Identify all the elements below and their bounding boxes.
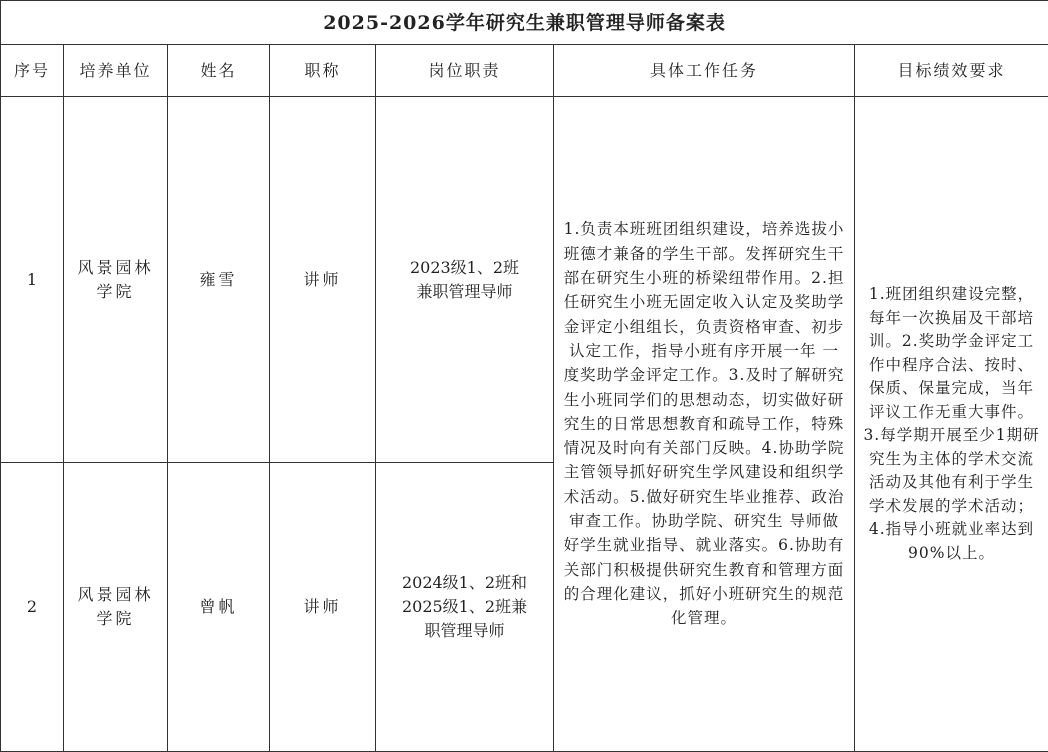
header-tasks: 具体工作任务 [554, 45, 855, 97]
header-unit: 培养单位 [64, 45, 168, 97]
row-rank: 讲师 [270, 97, 376, 463]
table-title: 2025-2026学年研究生兼职管理导师备案表 [1, 1, 1048, 45]
row-duty: 2023级1、2班兼职管理导师 [376, 97, 554, 463]
header-duty: 岗位职责 [376, 45, 554, 97]
row-name: 雍雪 [168, 97, 270, 463]
row-index: 2 [1, 463, 64, 752]
row-rank: 讲师 [270, 463, 376, 752]
tasks-cell: 1.负责本班班团组织建设，培养选拔小班德才兼备的学生干部。发挥研究生干部在研究生小班的桥梁纽带作用。2.担任研究生小班无固定收入认定及奖助学金评定小组组长，负责资格审查、初步认定工作，指导小班有序开展一年 一度奖助学金评定工作。3.及时了解研究生小班同学们的思想动态，切实做好研究生的日常思想教育和疏导工作，特殊情况及时向有关部门反映。4.协助学院主管领导抓好研究生学风建设和组织学术活动。5.做好研究生毕业推荐、政治审查工作。协助学院、研究生 导师做好学生就业指导、就业落实。6.协助有关部门积极提供研究生教育和管理方面的合理化建议，抓好小班研究生的规范化管理。 [554, 97, 855, 752]
row-duty: 2024级1、2班和2025级1、2班兼职管理导师 [376, 463, 554, 752]
row-unit: 风景园林学院 [64, 463, 168, 752]
row-index: 1 [1, 97, 64, 463]
goals-cell: 1.班团组织建设完整，每年一次换届及干部培训。2.奖助学金评定工作中程序合法、按时、保质、保量完成，当年评议工作无重大事件。3.每学期开展至少1期研究生为主体的学术交流活动及其他有利于学生学术发展的学术活动；4.指导小班就业率达到 90%以上。 [855, 97, 1048, 752]
table-row [1, 97, 1048, 463]
header-rank: 职称 [270, 45, 376, 97]
row-name: 曾帆 [168, 463, 270, 752]
header-name: 姓名 [168, 45, 270, 97]
row-unit: 风景园林学院 [64, 97, 168, 463]
header-index: 序号 [1, 45, 64, 97]
header-goals: 目标绩效要求 [855, 45, 1048, 97]
